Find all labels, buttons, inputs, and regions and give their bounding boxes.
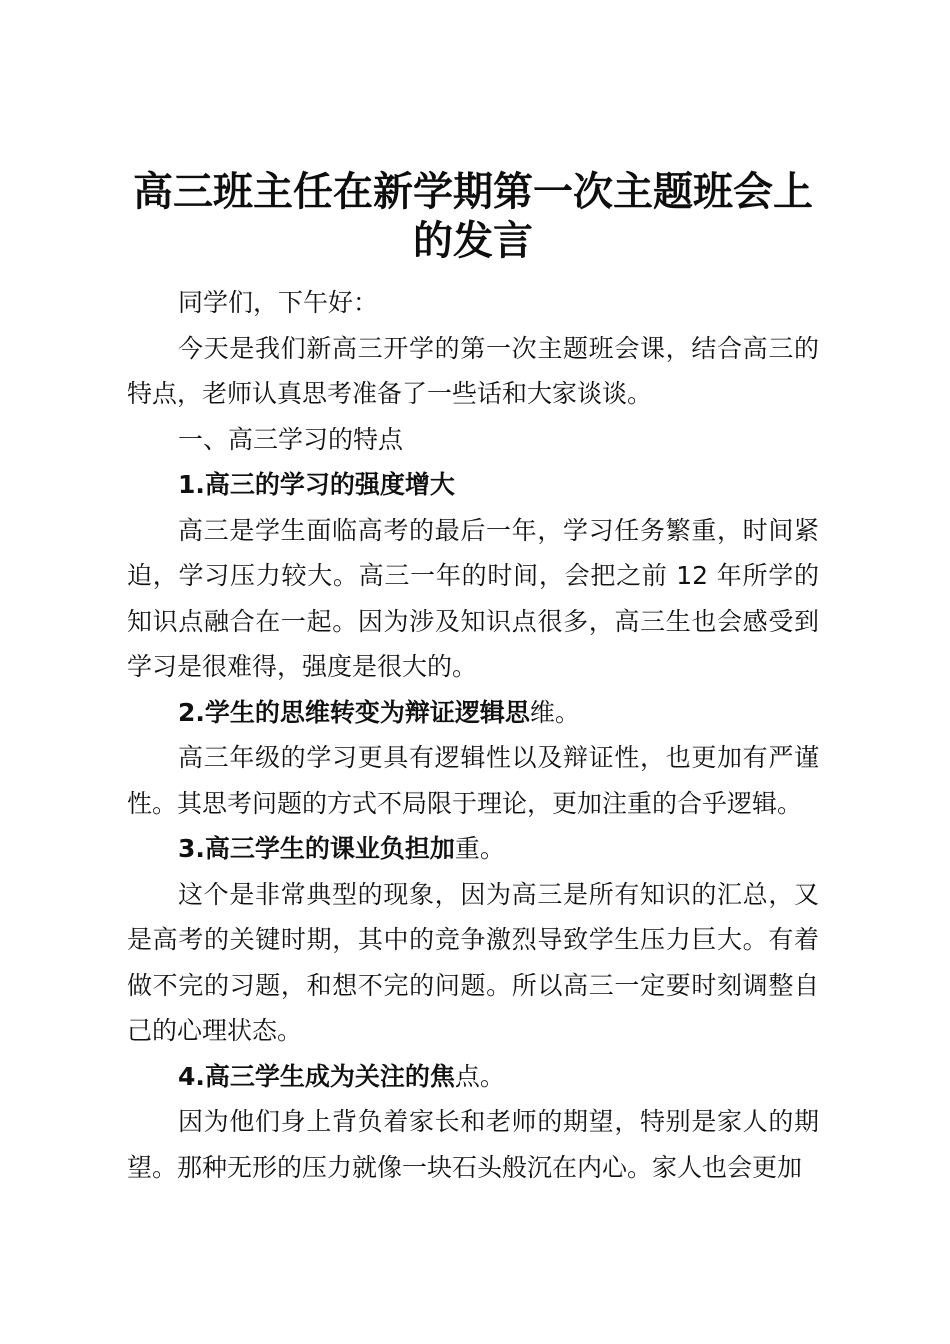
subheading-4-tail: 点。	[454, 1061, 505, 1091]
subheading-3-bold: 3.高三学生的课业负担加	[178, 834, 455, 863]
subheading-3	[127, 826, 819, 872]
paragraph-1: 高三是学生面临高考的最后一年，学习任务繁重，时间紧迫，学习压力较大。高三一年的时间，会把之前 12 年所学的知识点融合在一起。因为涉及知识点很多，高三生也会感受到学习是很难得，强度是很大的。	[127, 515, 819, 681]
title-line-2: 的发言	[413, 218, 533, 264]
subheading-4-bold: 4.高三学生成为关注的焦	[178, 1061, 455, 1091]
subheading-1	[127, 462, 819, 508]
intro-paragraph: 今天是我们新高三开学的第一次主题班会课，结合高三的特点，老师认真思考准备了一些话和大家谈谈。	[127, 333, 819, 408]
section-heading: 一、高三学习的特点	[178, 424, 404, 454]
subheading-2-tail: 维。	[529, 697, 580, 727]
subheading-4	[127, 1054, 819, 1100]
subheading-2-bold: 2.学生的思维转变为辩证逻辑思	[178, 697, 530, 727]
paragraph-3: 这个是非常典型的现象，因为高三是所有知识的汇总，又是高考的关键时期，其中的竞争激烈导致学生压力巨大。有着做不完的习题，和想不完的问题。所以高三一定要时刻调整自己的心理状态。	[127, 879, 819, 1045]
title-line-1: 高三班主任在新学期第一次主题班会上	[133, 169, 813, 215]
paragraph-2: 高三年级的学习更具有逻辑性以及辩证性，也更加有严谨性。其思考问题的方式不局限于理论，更加注重的合乎逻辑。	[127, 743, 819, 818]
greeting-paragraph: 同学们，下午好：	[178, 288, 379, 317]
subheading-2	[127, 690, 819, 736]
document-body	[127, 280, 819, 1190]
document-page	[127, 168, 819, 1190]
subheading-3-tail: 重。	[454, 834, 505, 863]
subheading-1-bold: 1.高三的学习的强度增大	[178, 470, 455, 499]
document-title	[127, 168, 819, 266]
paragraph-4: 因为他们身上背负着家长和老师的期望，特别是家人的期望。那种无形的压力就像一块石头般沉在内心。家人也会更加	[127, 1107, 819, 1182]
